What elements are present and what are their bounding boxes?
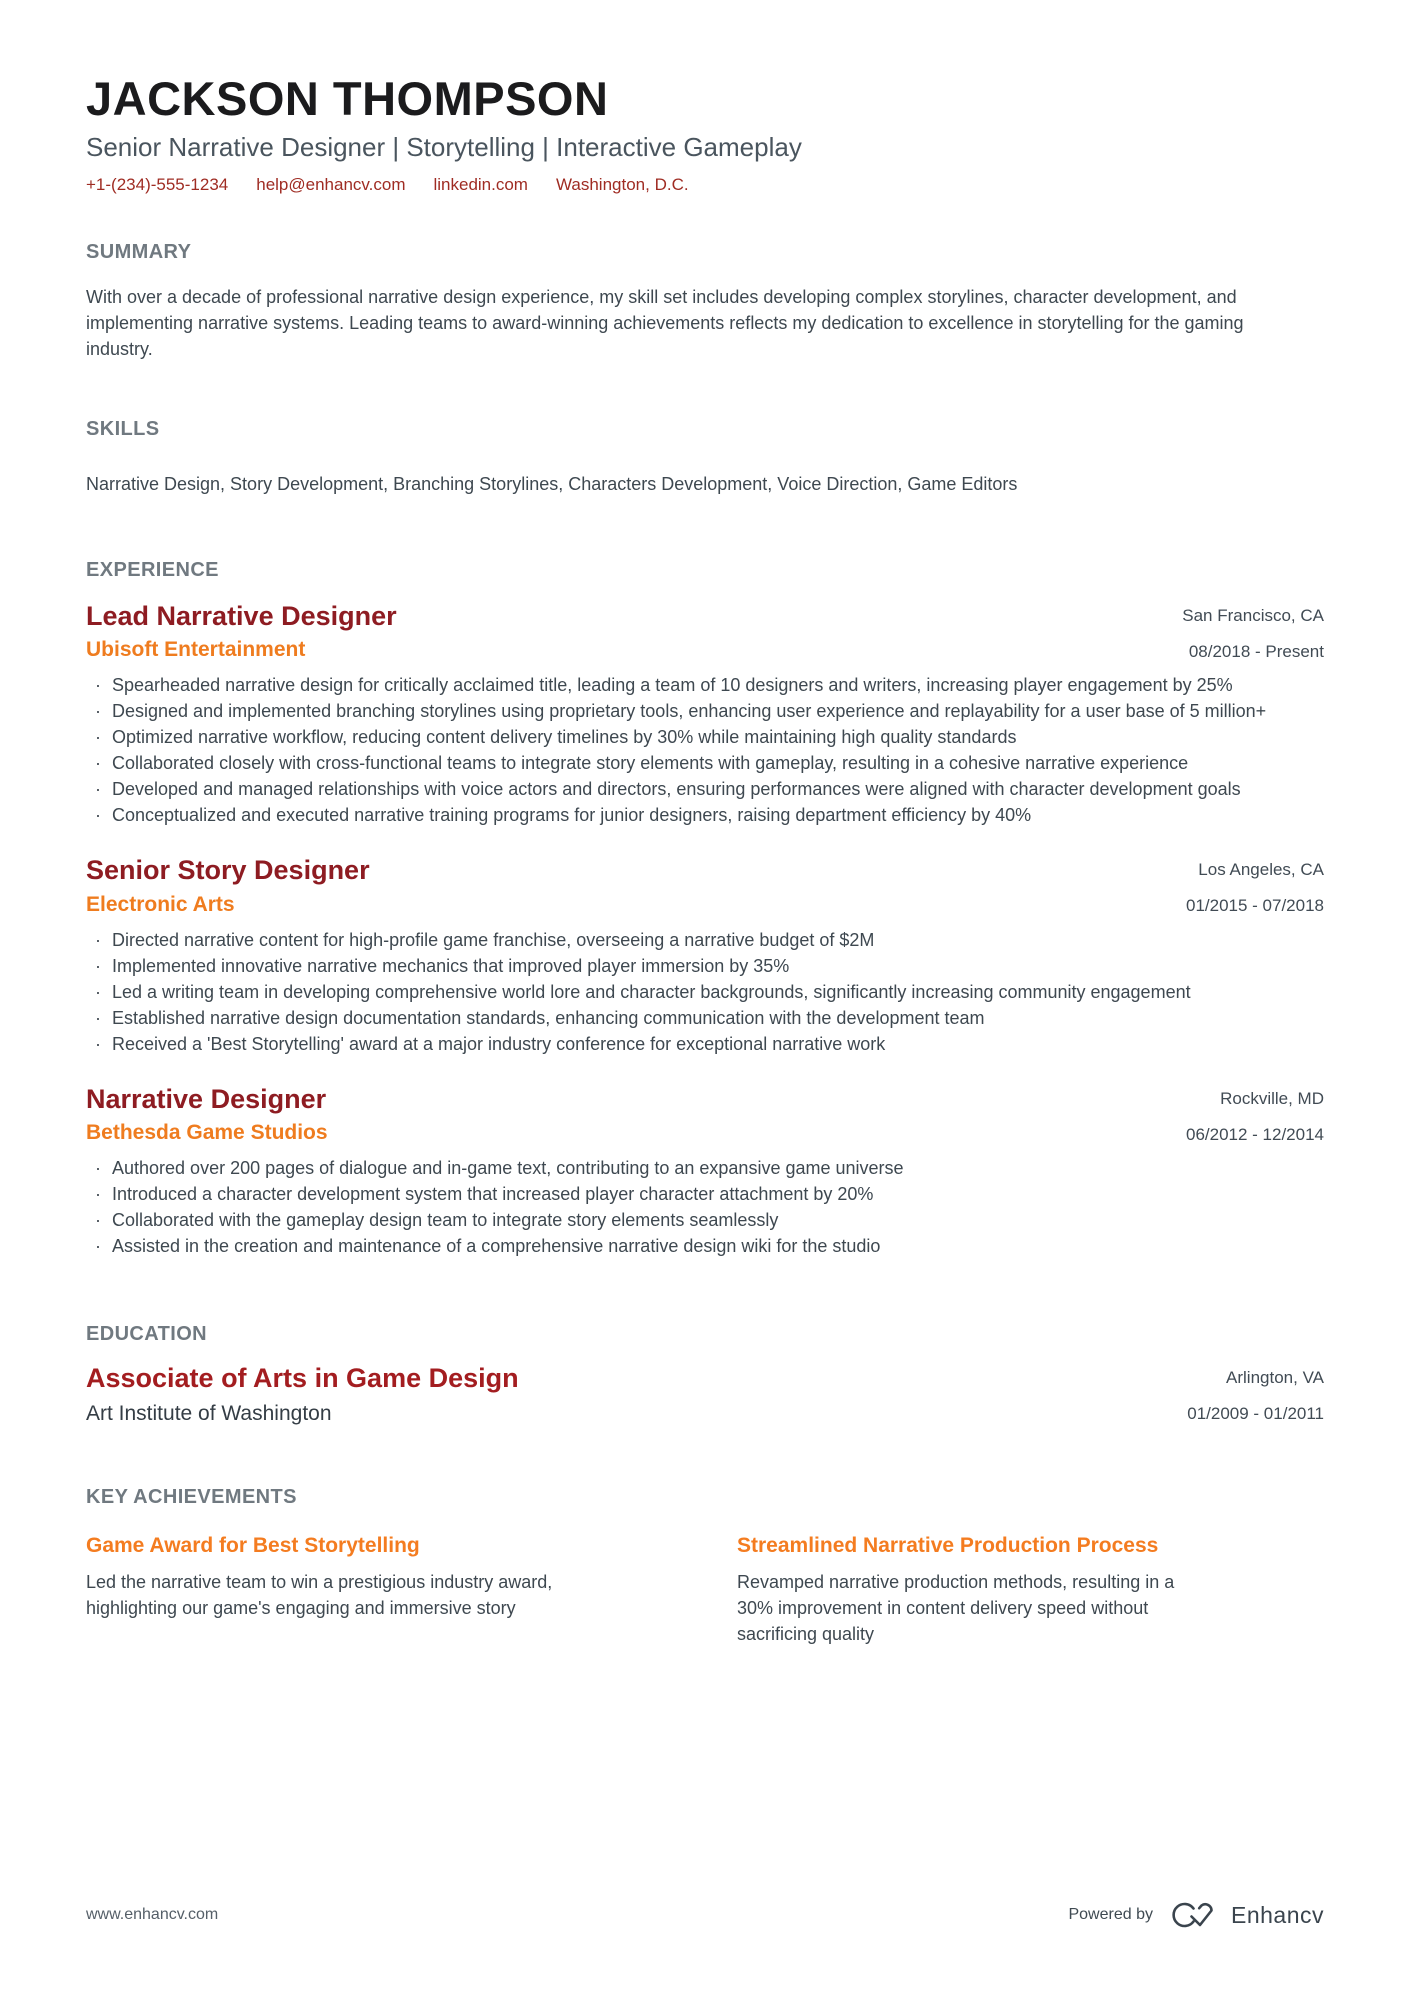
job-dates: 01/2015 - 07/2018 xyxy=(1185,896,1324,916)
education-location: Arlington, VA xyxy=(1226,1368,1324,1388)
contact-phone: +1-(234)-555-1234 xyxy=(86,175,229,195)
bullet-item: · Assisted in the creation and maintenance of a comprehensive narrative design wiki for the studio xyxy=(86,1233,1324,1259)
contact-email[interactable]: help@enhancv.com xyxy=(256,175,406,195)
contact-location: Washington, D.C. xyxy=(555,175,689,195)
headline: Senior Narrative Designer | Storytelling | Interactive Gameplay xyxy=(86,132,802,163)
bullet-list xyxy=(86,672,1324,828)
bullet-item: · Collaborated closely with cross-functional teams to integrate story elements with gameplay, resulting in a cohesive narrative experience xyxy=(86,750,1324,776)
jobs-list xyxy=(86,600,1324,1259)
section-achievements xyxy=(86,1486,1324,1647)
job-entry-head xyxy=(86,600,1324,662)
education-entry xyxy=(86,1362,1324,1425)
job-meta xyxy=(1186,854,1324,916)
brand-name: Enhancv xyxy=(1230,1901,1324,1928)
website-link[interactable]: www.enhancv.com xyxy=(86,1906,219,1923)
footer xyxy=(86,1898,1324,1932)
job-entry-head xyxy=(86,854,1324,916)
bullet-item: · Conceptualized and executed narrative training programs for junior designers, raising department efficiency by 40% xyxy=(86,802,1324,828)
bullet-item: · Implemented innovative narrative mechanics that improved player immersion by 35% xyxy=(86,953,1324,979)
achievement-title: Game Award for Best Storytelling xyxy=(86,1533,420,1557)
company-name: Ubisoft Entertainment xyxy=(86,638,306,662)
bullet-item: · Received a 'Best Storytelling' award at a major industry conference for exceptional narrative work xyxy=(86,1031,1324,1057)
bullet-item: · Optimized narrative workflow, reducing content delivery timelines by 30% while maintaining high quality standards xyxy=(86,724,1324,750)
education-dates: 01/2009 - 01/2011 xyxy=(1187,1404,1324,1424)
contact-linkedin[interactable]: linkedin.com xyxy=(433,175,528,195)
achievement-card xyxy=(86,1533,673,1647)
job-title: Lead Narrative Designer xyxy=(86,601,397,632)
bullet-item: · Collaborated with the gameplay design team to integrate story elements seamlessly xyxy=(86,1207,1324,1233)
job-dates: 06/2012 - 12/2014 xyxy=(1185,1124,1324,1144)
summary-heading: SUMMARY xyxy=(86,241,192,264)
company-name: Bethesda Game Studios xyxy=(86,1121,328,1145)
contact-row xyxy=(86,175,1324,195)
job-entry-titles xyxy=(86,1083,328,1145)
summary-text: With over a decade of professional narrative design experience, my skill set includes developing complex storylines, character development, and implementing narrative systems. Leading teams to award-winning achievements reflects my dedication to excellence in storytelling for the gaming industry. xyxy=(86,287,1244,360)
skills-heading: SKILLS xyxy=(86,418,160,441)
job-entry xyxy=(86,854,1324,1056)
resume-header xyxy=(86,72,1324,195)
job-location: Los Angeles, CA xyxy=(1198,860,1324,880)
achievements-heading: KEY ACHIEVEMENTS xyxy=(86,1485,297,1508)
job-dates: 08/2018 - Present xyxy=(1188,642,1324,662)
achievement-title: Streamlined Narrative Production Process xyxy=(737,1533,1159,1557)
section-education xyxy=(86,1323,1324,1425)
degree-title: Associate of Arts in Game Design xyxy=(86,1363,519,1394)
section-summary xyxy=(86,241,1324,362)
job-location: Rockville, MD xyxy=(1220,1088,1324,1108)
school-name: Art Institute of Washington xyxy=(86,1401,332,1425)
achievement-text: Led the narrative team to win a prestigious industry award, highlighting our game's engaging and immersive story xyxy=(86,1571,553,1618)
powered-by xyxy=(1068,1898,1324,1932)
achievements-grid xyxy=(86,1533,1324,1647)
section-experience xyxy=(86,559,1324,1259)
job-title: Senior Story Designer xyxy=(86,855,370,886)
powered-by-label: Powered by xyxy=(1068,1906,1153,1923)
bullet-item: · Designed and implemented branching storylines using proprietary tools, enhancing user experience and replayability for a user base of 5 million+ xyxy=(86,698,1324,724)
enhancv-logo-icon xyxy=(1169,1898,1221,1932)
bullet-list xyxy=(86,927,1324,1057)
experience-heading: EXPERIENCE xyxy=(86,559,219,582)
job-meta xyxy=(1182,600,1324,662)
achievement-text: Revamped narrative production methods, resulting in a 30% improvement in content delivery speed without sacrificing quality xyxy=(737,1571,1175,1644)
job-entry xyxy=(86,1083,1324,1259)
skills-list: Narrative Design, Story Development, Branching Storylines, Characters Development, Voice Direction, Game Editors xyxy=(86,474,1018,495)
job-entry-titles xyxy=(86,854,370,916)
bullet-item: · Spearheaded narrative design for critically acclaimed title, leading a team of 10 designers and writers, increasing player engagement by 25% xyxy=(86,672,1324,698)
section-skills xyxy=(86,418,1324,497)
bullet-list xyxy=(86,1155,1324,1259)
bullet-item: · Introduced a character development system that increased player character attachment by 20% xyxy=(86,1181,1324,1207)
job-entry xyxy=(86,600,1324,828)
job-title: Narrative Designer xyxy=(86,1083,327,1114)
enhancv-brand[interactable] xyxy=(1169,1898,1324,1932)
job-meta xyxy=(1186,1083,1324,1145)
job-location: San Francisco, CA xyxy=(1182,606,1324,626)
job-entry-titles xyxy=(86,600,397,662)
bullet-item: · Directed narrative content for high-profile game franchise, overseeing a narrative budget of $2M xyxy=(86,927,1324,953)
page-title: JACKSON THOMPSON xyxy=(86,72,609,125)
education-heading: EDUCATION xyxy=(86,1323,208,1346)
bullet-item: · Led a writing team in developing comprehensive world lore and character backgrounds, significantly increasing community engagement xyxy=(86,979,1324,1005)
job-entry-head xyxy=(86,1083,1324,1145)
bullet-item: · Established narrative design documentation standards, enhancing communication with the development team xyxy=(86,1005,1324,1031)
bullet-item: · Developed and managed relationships with voice actors and directors, ensuring performances were aligned with character development goals xyxy=(86,776,1324,802)
company-name: Electronic Arts xyxy=(86,892,235,916)
achievement-card xyxy=(737,1533,1324,1647)
bullet-item: · Authored over 200 pages of dialogue and in-game text, contributing to an expansive game universe xyxy=(86,1155,1324,1181)
